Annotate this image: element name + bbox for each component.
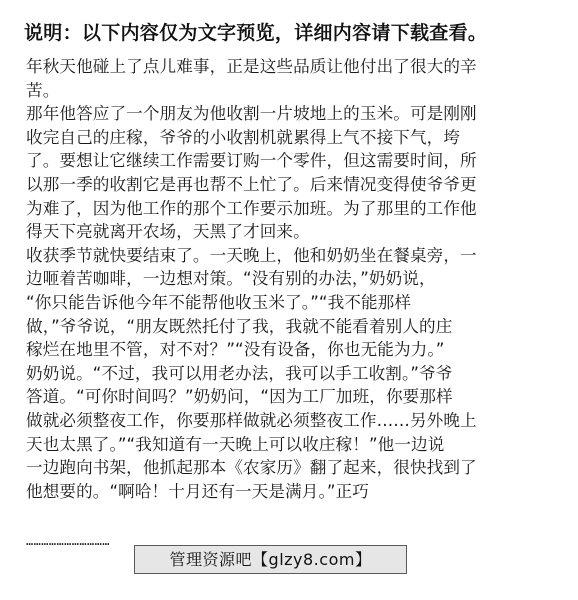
- text-line: 稼烂在地里不管，对不对？”“没有设备，你也无能为力。”: [26, 340, 445, 360]
- continuation-ellipsis: ……………………………: [26, 534, 110, 548]
- source-link-button[interactable]: 管理资源吧【glzy8.com】: [134, 545, 407, 574]
- text-line: 了。要想让它继续工作需要订购一个零件，但这需要时间，所: [26, 151, 477, 171]
- text-line: 收完自己的庄稼，爷爷的小收割机就累得上气不接下气，垮: [26, 127, 461, 147]
- text-line: 他想要的。“啊哈！十月还有一天是满月。”正巧: [26, 481, 369, 501]
- text-line: 以那一季的收割它是再也帮不上忙了。后来情况变得使爷爷更: [26, 174, 477, 194]
- text-line: 收获季节就快要结束了。一天晚上，他和奶奶坐在餐桌旁，一: [26, 245, 477, 265]
- text-line: 苦。: [26, 80, 60, 100]
- preview-notice: 说明：以下内容仅为文字预览，详细内容请下载查看。: [24, 22, 488, 44]
- text-line: 做就必须整夜工作，你要那样做就必须整夜工作……另外晚上: [26, 410, 477, 430]
- text-line: 一边跑向书架，他抓起那本《农家历》翻了起来，很快找到了: [26, 458, 477, 478]
- text-line: 奶奶说。“不过，我可以用老办法，我可以手工收割。”爷爷: [26, 363, 453, 383]
- text-line: 为难了，因为他工作的那个工作要示加班。为了那里的工作他: [26, 198, 477, 218]
- text-line: 天也太黑了。”“我知道有一天晚上可以收庄稼！”他一边说: [26, 434, 445, 454]
- text-line: 边咂着苦咖啡，一边想对策。“没有别的办法，”奶奶说，: [26, 269, 436, 289]
- text-line: 答道。“可你时间吗？”奶奶问，“因为工厂加班，你要那样: [26, 387, 453, 407]
- document-body: [26, 55, 562, 503]
- text-line: “你只能告诉他今年不能帮他收玉米了。”“我不能那样: [26, 292, 412, 312]
- text-line: 年秋天他碰上了点儿难事，正是这些品质让他付出了很大的辛: [26, 57, 477, 76]
- text-line: 那年他答应了一个朋友为他收割一片坡地上的玉米。可是刚刚: [26, 104, 477, 124]
- text-line: 得天下亮就离开农场，天黑了才回来。: [26, 222, 310, 242]
- text-line: 做，”爷爷说，“朋友既然托付了我，我就不能看着别人的庄: [26, 316, 453, 336]
